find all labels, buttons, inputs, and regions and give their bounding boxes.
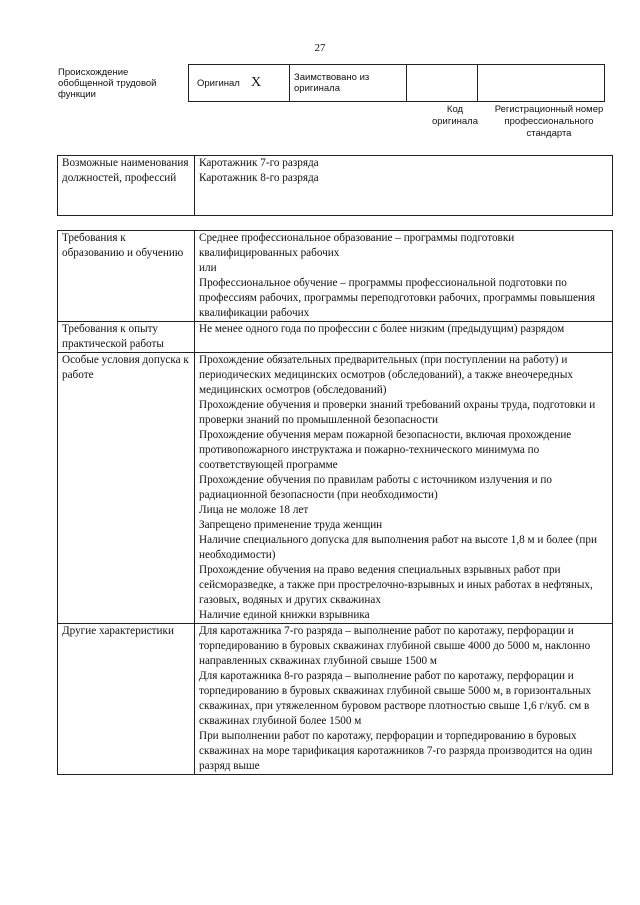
reg-caption: Регистрационный номер профессионального стандарта xyxy=(494,104,604,139)
text-line: Запрещено применение труда женщин xyxy=(199,519,383,531)
text-line: Лица не моложе 18 лет xyxy=(199,504,309,516)
title-line: Каротажник 7-го разряда xyxy=(199,157,319,169)
education-row xyxy=(58,231,613,322)
text-line: Профессиональное обучение – программы профессиональной подготовки по профессиям рабочих, программы переподготовки рабочих, программы повышения квалификации рабочих xyxy=(199,277,596,319)
admission-value xyxy=(195,353,613,624)
text-line: Наличие специального допуска для выполнения работ на высоте 1,8 м и более (при необходимости) xyxy=(199,534,597,561)
other-characteristics-row xyxy=(58,624,613,775)
text-line: Прохождение обязательных предварительных (при поступлении на работу) и периодических медицинских осмотров (обследований), а также внеочередных медицинских осмотров (обследований) xyxy=(199,354,574,396)
other-characteristics-value xyxy=(195,624,613,775)
text-line: Для каротажника 8-го разряда – выполнение работ по каротажу, перфорации и торпедированию в буровых скважинах глубиной свыше 5000 м, в горизонтальных скважинах, при утяжеленном буровом растворе плотностью свыше 1,6 г/куб. см в скважинах глубиной более 1500 м xyxy=(199,670,592,727)
original-label: Оригинал xyxy=(197,78,240,89)
admission-label: Особые условия допуска к работе xyxy=(58,353,195,624)
text-line: Для каротажника 7-го разряда – выполнение работ по каротажу, перфорации и торпедированию в буровых скважинах глубиной свыше 4000 до 5000 м, наклонно направленных скважинах глубиной свыше 1500 м xyxy=(199,625,591,667)
borrowed-cell: Заимствовано из оригинала xyxy=(290,65,407,102)
text-line: или xyxy=(199,262,217,274)
requirements-table xyxy=(57,230,613,775)
titles-table xyxy=(57,155,613,216)
titles-value xyxy=(195,156,613,216)
title-line: Каротажник 8-го разряда xyxy=(199,172,319,184)
text-line: Среднее профессиональное образование – программы подготовки квалифицированных рабочих xyxy=(199,232,515,259)
text-line: Прохождение обучения на право ведения специальных взрывных работ при сейсморазведке, а также при прострелочно-взрывных и иных работах в нефтяных, газовых, водяных и других скважинах xyxy=(199,564,593,606)
text-line: Не менее одного года по профессии с более низким (предыдущим) разрядом xyxy=(199,323,565,335)
admission-row xyxy=(58,353,613,624)
experience-row xyxy=(58,322,613,353)
reg-number-cell xyxy=(478,65,605,102)
other-characteristics-label: Другие характеристики xyxy=(58,624,195,775)
text-line: При выполнении работ по каротажу, перфорации и торпедированию в буровых скважинах на море тарификация каротажников 7-го разряда производится на один разряд выше xyxy=(199,730,593,772)
text-line: Наличие единой книжки взрывника xyxy=(199,609,370,621)
code-cell xyxy=(407,65,478,102)
code-caption: Код оригинала xyxy=(431,104,478,127)
original-mark: X xyxy=(251,75,262,90)
original-cell xyxy=(189,65,290,102)
origin-table xyxy=(188,64,605,102)
education-label: Требования к образованию и обучению xyxy=(58,231,195,322)
titles-label: Возможные наименования должностей, профессий xyxy=(58,156,195,216)
experience-value xyxy=(195,322,613,353)
text-line: Прохождение обучения по правилам работы с источником излучения и по радиационной безопасности (при необходимости) xyxy=(199,474,553,501)
page-number: 27 xyxy=(314,42,326,54)
text-line: Прохождение обучения мерам пожарной безопасности, включая прохождение противопожарного инструктажа и пожарно-технического минимума по соответствующей программе xyxy=(199,429,572,471)
experience-label: Требования к опыту практической работы xyxy=(58,322,195,353)
education-value xyxy=(195,231,613,322)
text-line: Прохождение обучения и проверки знаний требований охраны труда, подготовки и проверки знаний по промышленной безопасности xyxy=(199,399,596,426)
origin-label: Происхождение обобщенной трудовой функции xyxy=(58,67,157,100)
